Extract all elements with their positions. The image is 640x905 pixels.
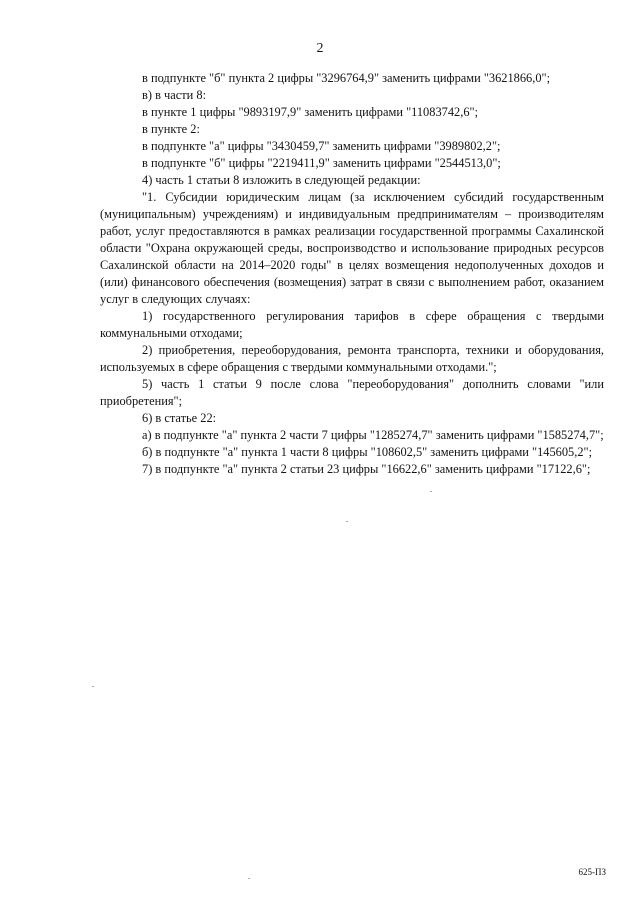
scan-speck (248, 878, 250, 879)
paragraph-10: 2) приобретения, переоборудования, ремонта транспорта, техники и оборудования, используемых в сфере обращения с твердыми коммунальными отходами."; (100, 343, 604, 374)
paragraph-13: а) в подпункте "а" пункта 2 части 7 цифры "1285274,7" заменить цифрами "1585274,7"; (142, 428, 604, 442)
page-number: 2 (316, 41, 324, 56)
paragraph-1: в подпункте "б" пункта 2 цифры "3296764,9" заменить цифрами "3621866,0"; (142, 71, 551, 85)
paragraph-7: 4) часть 1 статьи 8 изложить в следующей редакции: (142, 173, 421, 187)
paragraph-15: 7) в подпункте "а" пункта 2 статьи 23 цифры "16622,6" заменить цифрами "17122,6"; (142, 462, 591, 476)
document-body (100, 70, 604, 478)
paragraph-2: в) в части 8: (142, 88, 207, 102)
paragraph-4: в пункте 2: (142, 122, 200, 136)
paragraph-6: в подпункте "б" цифры "2219411,9" заменить цифрами "2544513,0"; (142, 156, 501, 170)
scan-speck (346, 521, 348, 522)
paragraph-3: в пункте 1 цифры "9893197,9" заменить цифрами "11083742,6"; (142, 105, 479, 119)
paragraph-8: "1. Субсидии юридическим лицам (за исключением субсидий государственным (муниципальным) учреждениям) и индивидуальным предпринимателям – производителям работ, услуг предоставляются в рамках реализации государственной программы Сахалинской области "Охрана окружающей среды, воспроизводство и использование природных ресурсов Сахалинской области на 2014–2020 годы" в целях возмещения недополученных доходов и (или) финансового обеспечения (возмещения) затрат в связи с выполнением работ, оказанием услуг в следующих случаях: (100, 190, 604, 306)
paragraph-9: 1) государственного регулирования тарифов в сфере обращения с твердыми коммунальными отходами; (100, 309, 604, 340)
paragraph-14: б) в подпункте "а" пункта 1 части 8 цифры "108602,5" заменить цифрами "145605,2"; (142, 445, 593, 459)
paragraph-11: 5) часть 1 статьи 9 после слова "переоборудования" дополнить словами "или приобретения"; (100, 377, 604, 408)
paragraph-5: в подпункте "а" цифры "3430459,7" заменить цифрами "3989802,2"; (142, 139, 501, 153)
document-code: 625-ПЗ (578, 867, 606, 877)
paragraph-12: 6) в статье 22: (142, 411, 217, 425)
scan-speck (430, 491, 432, 492)
scan-speck (92, 686, 94, 687)
